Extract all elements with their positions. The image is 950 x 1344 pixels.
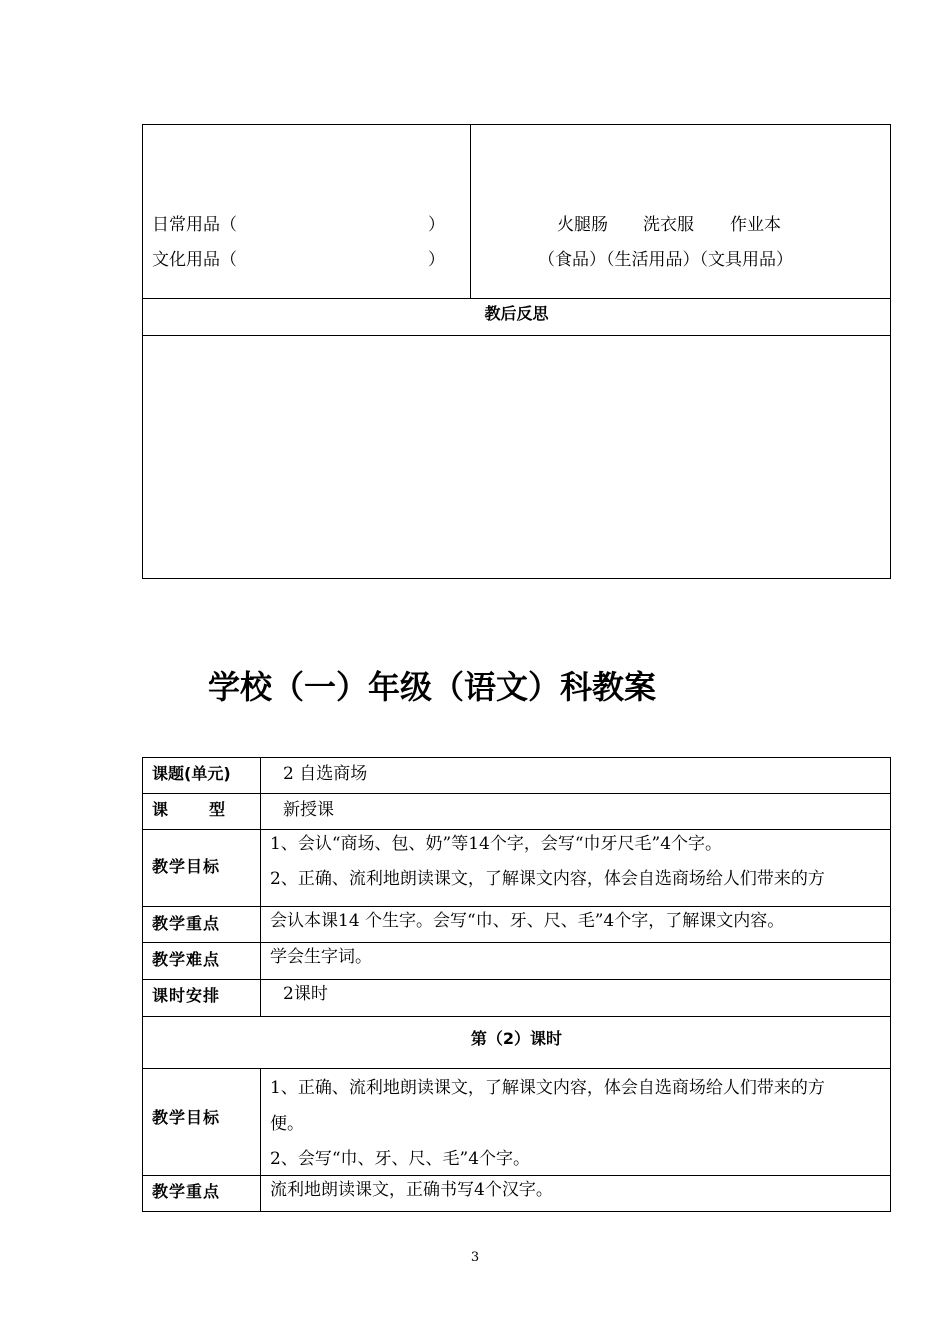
label-key-points-2: 教学重点	[152, 1182, 221, 1201]
value-key-points-2: 流利地朗读课文，正确书写4个汉字。	[270, 1180, 553, 1200]
objective-line-2: 2、正确、流利地朗读课文，了解课文内容，体会自选商场给人们带来的方	[270, 869, 825, 889]
objective2-line-3: 2、会写“巾、牙、尺、毛”4个字。	[270, 1149, 531, 1169]
daily-goods-label: 日常用品（	[152, 215, 237, 235]
label-objectives: 教学目标	[152, 857, 221, 876]
label-difficulties: 教学难点	[152, 950, 221, 969]
objective-line-1: 1、会认“商场、包、奶”等14个字，会写“巾牙尺毛”4个字。	[270, 834, 723, 854]
item-washing: 洗衣服	[643, 215, 694, 235]
daily-goods-close-paren: ）	[428, 215, 445, 235]
value-key-points: 会认本课14 个生字。会写“巾、牙、尺、毛”4个字，了解课文内容。	[270, 911, 785, 931]
stationery-close-paren: ）	[428, 250, 445, 270]
value-topic: 2 自选商场	[283, 764, 368, 784]
section-header: 第（2）课时	[470, 1029, 563, 1048]
label-schedule: 课时安排	[152, 986, 221, 1005]
page-title: 学校（一）年级（语文）科教案	[208, 668, 657, 706]
value-difficulties: 学会生字词。	[270, 947, 372, 967]
objective2-line-2: 便。	[270, 1114, 304, 1134]
stationery-label: 文化用品（	[152, 250, 237, 270]
value-type: 新授课	[283, 800, 334, 820]
objective2-line-1: 1、正确、流利地朗读课文，了解课文内容，体会自选商场给人们带来的方	[270, 1078, 825, 1098]
label-objectives-2: 教学目标	[152, 1108, 221, 1127]
item-notebook: 作业本	[730, 215, 781, 235]
value-schedule: 2课时	[283, 984, 328, 1004]
label-topic: 课题(单元)	[152, 764, 231, 783]
item-categories: （食品）（生活用品）（文具用品）	[538, 250, 793, 270]
label-type-char-1: 课	[152, 800, 169, 819]
item-ham: 火腿肠	[557, 215, 608, 235]
reflection-header: 教后反思	[484, 304, 549, 323]
label-type-char-2: 型	[209, 800, 226, 819]
label-type	[152, 799, 226, 821]
objectives-cell	[261, 830, 889, 906]
label-key-points: 教学重点	[152, 914, 221, 933]
page-number: 3	[470, 1250, 480, 1265]
